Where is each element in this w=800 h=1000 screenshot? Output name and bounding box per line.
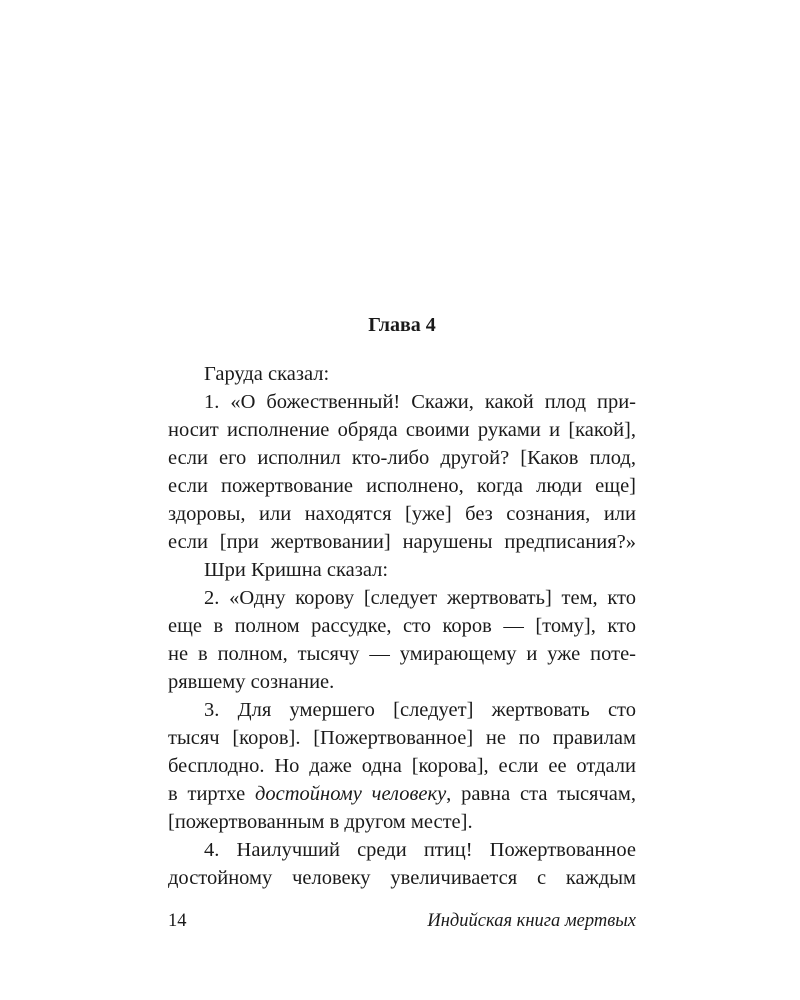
text-line: тысяч [коров]. [Пожертвованное] не по правилам — [168, 727, 636, 749]
text-line: [пожертвованным в другом месте]. — [168, 811, 473, 833]
text-line: 1. «О божественный! Скажи, какой плод при- — [204, 391, 636, 413]
body-text — [168, 360, 636, 892]
running-title: Индийская книга мертвых — [427, 911, 636, 931]
text-line: если пожертвование исполнено, когда люди еще] — [168, 475, 636, 497]
text-line: здоровы, или находятся [уже] без сознания, или — [168, 503, 636, 525]
text-line: носит исполнение обряда своими руками и [какой], — [168, 419, 636, 441]
text-fragment: , равна ста тысячам, — [446, 783, 636, 805]
text-line: рявшему сознание. — [168, 671, 335, 693]
text-line: еще в полном рассудке, сто коров — [тому], кто — [168, 615, 636, 637]
text-line: бесплодно. Но даже одна [корова], если ее отдали — [168, 755, 636, 777]
text-line: если его исполнил кто-либо другой? [Каков плод, — [168, 447, 636, 469]
text-line: если [при жертвовании] нарушены предписания?» — [168, 531, 636, 553]
text-line: достойному человеку увеличивается с каждым — [168, 867, 636, 889]
text-line: Гаруда сказал: — [204, 363, 330, 385]
text-line: Шри Кришна сказал: — [204, 559, 389, 581]
text-line: 3. Для умершего [следует] жертвовать сто — [204, 699, 636, 721]
page-footer — [168, 908, 636, 934]
text-line — [168, 780, 636, 808]
text-line: 4. Наилучший среди птиц! Пожертвованное — [204, 839, 636, 861]
text-fragment: в тиртхе — [168, 783, 256, 805]
text-line: 2. «Одну корову [следует жертвовать] тем, кто — [204, 587, 636, 609]
text-line: не в полном, тысячу — умирающему и уже поте- — [168, 643, 636, 665]
chapter-title: Глава 4 — [368, 314, 436, 336]
italic-phrase: достойному человеку — [255, 783, 447, 805]
page-number: 14 — [168, 911, 187, 931]
